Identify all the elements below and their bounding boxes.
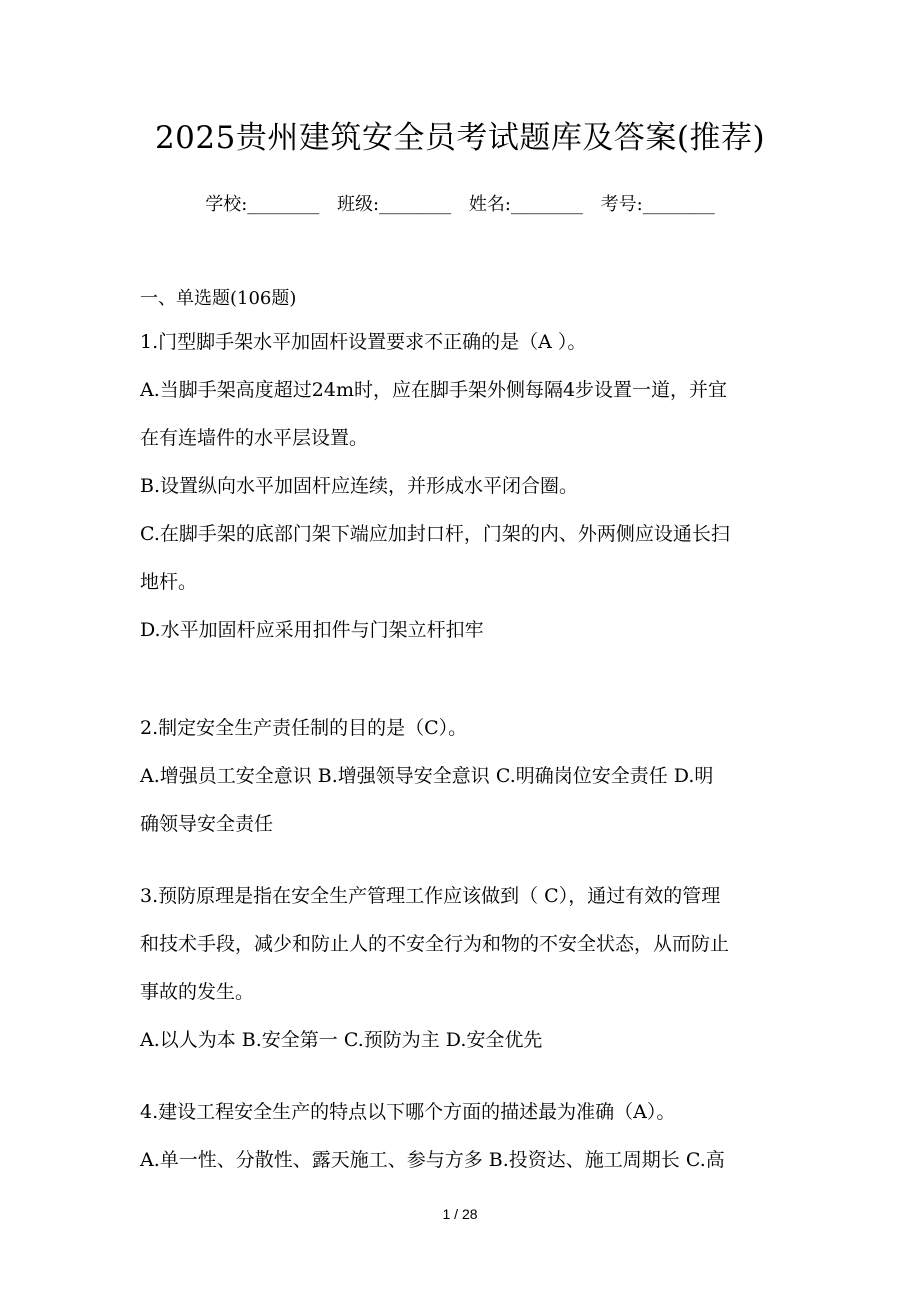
question-1-option-a-cont: 在有连墙件的水平层设置。 xyxy=(140,427,369,449)
question-1-option-a: A.当脚手架高度超过24m时，应在脚手架外侧每隔4步设置一道，并宜 xyxy=(140,379,728,401)
question-2-options: A.增强员工安全意识 B.增强领导安全意识 C.明确岗位安全责任 D.明 xyxy=(140,765,714,787)
question-3-stem-cont-1: 和技术手段，减少和防止人的不安全行为和物的不安全状态，从而防止 xyxy=(140,933,730,955)
name-field: 姓名:________ xyxy=(468,194,583,215)
question-2-stem: 2.制定安全生产责任制的目的是（C）。 xyxy=(140,717,468,739)
question-2-options-cont: 确领导安全责任 xyxy=(140,813,274,835)
question-1-option-c: C.在脚手架的底部门架下端应加封口杆，门架的内、外两侧应设通长扫 xyxy=(140,523,730,545)
exam-number-field: 考号:________ xyxy=(600,194,715,215)
question-3-options: A.以人为本 B.安全第一 C.预防为主 D.安全优先 xyxy=(140,1029,543,1051)
question-4-options: A.单一性、分散性、露天施工、参与方多 B.投资达、施工周期长 C.高 xyxy=(140,1149,725,1171)
question-1-option-c-cont: 地杆。 xyxy=(140,571,198,593)
question-3-stem-cont-2: 事故的发生。 xyxy=(140,981,255,1003)
class-field: 班级:________ xyxy=(337,194,452,215)
document-title: 2025贵州建筑安全员考试题库及答案(推荐) xyxy=(154,120,766,156)
section-heading: 一、单选题(106题) xyxy=(140,288,297,309)
page-number: 1 / 28 xyxy=(442,1206,478,1222)
question-1-stem: 1.门型脚手架水平加固杆设置要求不正确的是（A ）。 xyxy=(140,331,587,353)
question-1-option-b: B.设置纵向水平加固杆应连续，并形成水平闭合圈。 xyxy=(140,475,579,497)
school-field: 学校:________ xyxy=(205,194,320,215)
question-1-option-d: D.水平加固杆应采用扣件与门架立杆扣牢 xyxy=(140,619,484,641)
question-4-stem: 4.建设工程安全生产的特点以下哪个方面的描述最为准确（A）。 xyxy=(140,1101,676,1123)
student-info-row xyxy=(0,190,920,216)
question-3-stem: 3.预防原理是指在安全生产管理工作应该做到（ C），通过有效的管理 xyxy=(140,885,721,907)
